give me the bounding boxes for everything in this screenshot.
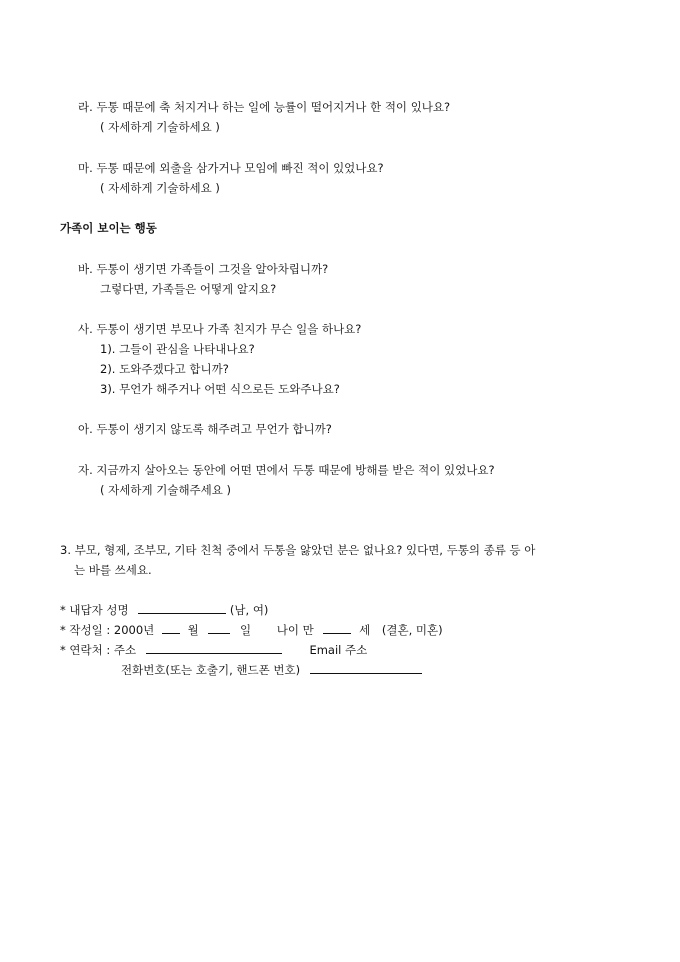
- question-3-line-1: 3. 부모, 형제, 조부모, 기타 친척 중에서 두통을 앓았던 분은 없나요? 있다면, 두통의 종류 등 아: [60, 543, 536, 557]
- question-ra-note: ( 자세하게 기술하세요 ): [100, 120, 220, 134]
- question-ma: 마. 두통 때문에 외출을 삼가거나 모임에 빠진 적이 있었나요?: [78, 161, 384, 175]
- question-ra: 라. 두통 때문에 축 처지거나 하는 일에 능률이 떨어지거나 한 적이 있나요?: [78, 100, 451, 114]
- family-section-heading: 가족이 보이는 행동: [60, 221, 157, 235]
- respondent-name-blank[interactable]: [138, 602, 226, 614]
- question-ba: 바. 두통이 생기면 가족들이 그것을 알아차립니까?: [78, 262, 329, 276]
- question-3-line-2: 는 바를 쓰세요.: [74, 563, 152, 577]
- date-label: * 작성일 : 2000년: [60, 623, 155, 637]
- age-unit: 세: [359, 623, 371, 637]
- age-blank[interactable]: [323, 622, 351, 634]
- question-ba-sub: 그렇다면, 가족들은 어떻게 알지요?: [100, 282, 277, 296]
- question-sa-item-1: 1). 그들이 관심을 나타내나요?: [100, 342, 255, 356]
- address-blank[interactable]: [146, 642, 282, 654]
- marital-status: (결혼, 미혼): [381, 623, 443, 637]
- question-ma-note: ( 자세하게 기술하세요 ): [100, 181, 220, 195]
- respondent-date-row: [60, 622, 443, 638]
- question-sa-item-2: 2). 도와주겠다고 합니까?: [100, 362, 229, 376]
- question-sa-item-3: 3). 무언가 해주거나 어떤 식으로든 도와주나요?: [100, 382, 340, 396]
- day-blank[interactable]: [208, 622, 230, 634]
- respondent-contact-row: [60, 642, 367, 658]
- month-label: 월: [187, 623, 199, 637]
- day-label: 일: [240, 623, 252, 637]
- contact-label: * 연락처 : 주소: [60, 643, 137, 657]
- respondent-phone-row: [121, 662, 422, 678]
- question-a: 아. 두통이 생기지 않도록 해주려고 무언가 합니까?: [78, 422, 332, 436]
- question-sa: 사. 두통이 생기면 부모나 가족 친지가 무슨 일을 하나요?: [78, 322, 362, 336]
- phone-blank[interactable]: [310, 662, 422, 674]
- respondent-name-row: [60, 602, 268, 618]
- month-blank[interactable]: [162, 622, 180, 634]
- question-ja-note: ( 자세하게 기술해주세요 ): [100, 483, 232, 497]
- phone-label: 전화번호(또는 호출기, 핸드폰 번호): [121, 663, 301, 677]
- email-label: Email 주소: [309, 643, 368, 657]
- question-ja: 자. 지금까지 살아오는 동안에 어떤 면에서 두통 때문에 방해를 받은 적이 있었나요?: [78, 463, 495, 477]
- respondent-gender: (남, 여): [229, 603, 269, 617]
- age-label: 나이 만: [276, 623, 314, 637]
- respondent-name-label: * 내답자 성명: [60, 603, 129, 617]
